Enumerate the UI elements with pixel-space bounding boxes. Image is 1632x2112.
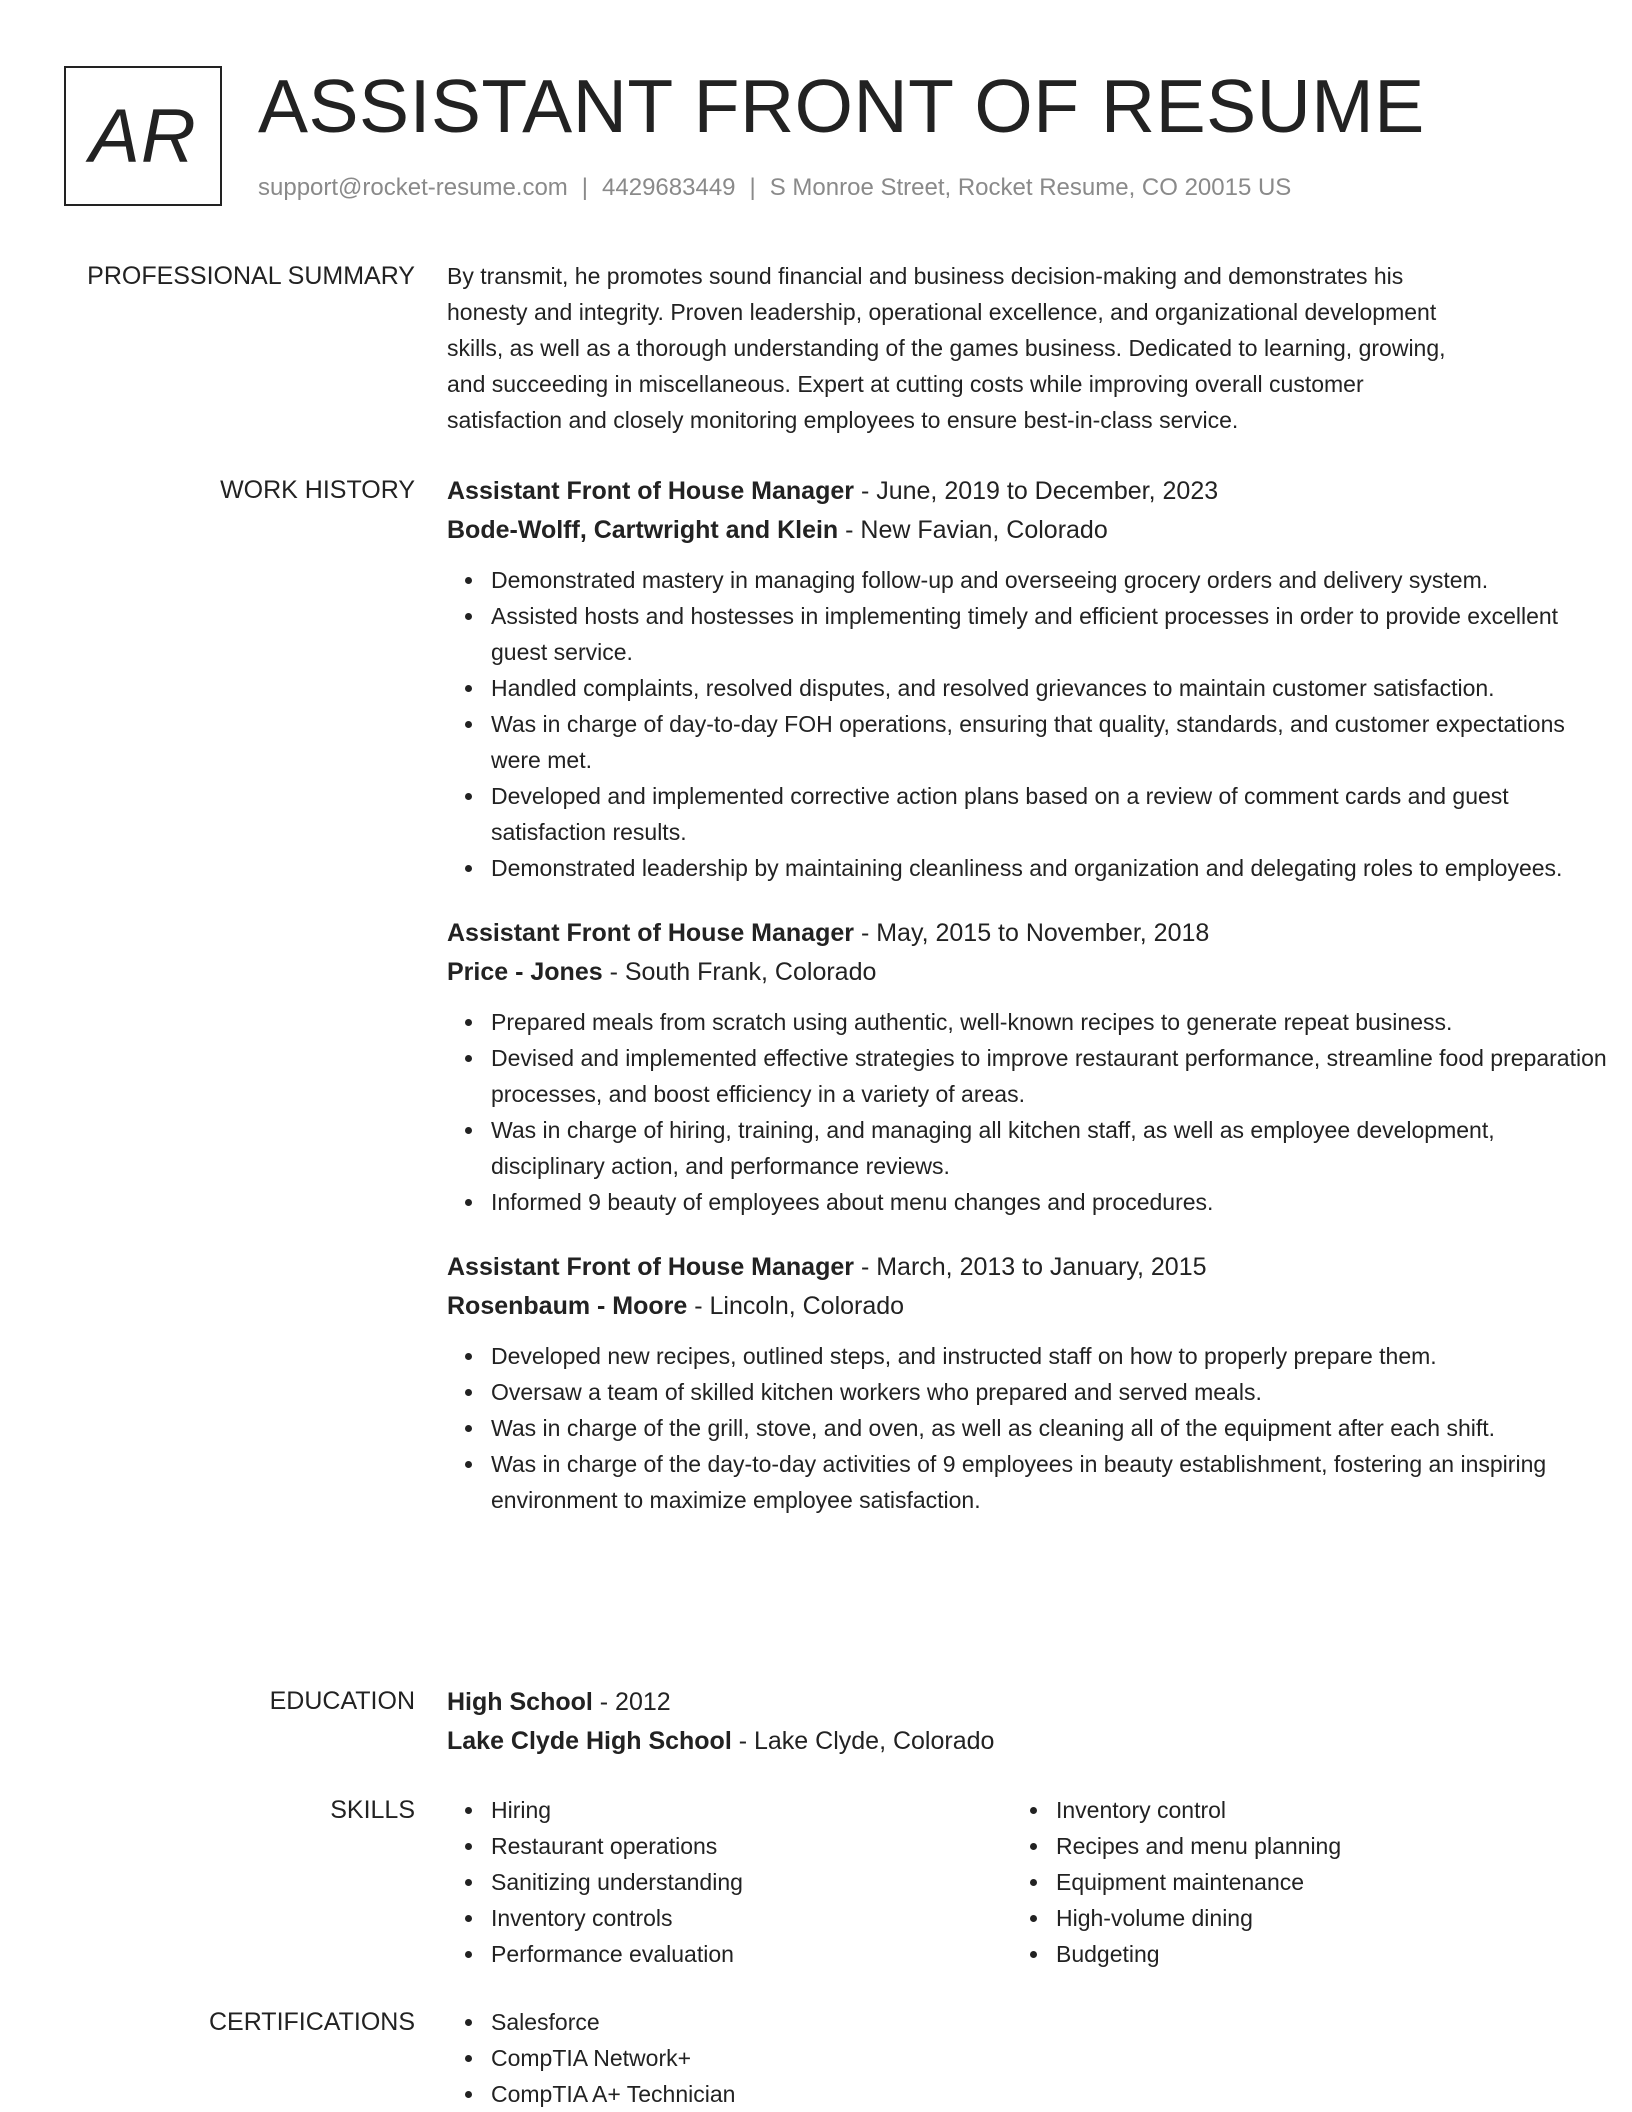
list-item: Salesforce <box>491 2004 1577 2040</box>
education-degree: High School <box>447 1688 593 1716</box>
resume-title: ASSISTANT FRONT OF RESUME <box>258 64 1425 148</box>
list-item: Developed new recipes, outlined steps, and instructed staff on how to properly prepare them. <box>491 1338 1607 1374</box>
list-item: Was in charge of hiring, training, and managing all kitchen staff, as well as employee development, disciplinary action, and performance reviews. <box>491 1112 1607 1184</box>
contact-address: S Monroe Street, Rocket Resume, CO 20015 US <box>769 174 1292 201</box>
job-entry <box>447 472 1607 886</box>
job-title: Assistant Front of House Manager <box>447 919 854 947</box>
list-item: Performance evaluation <box>491 1936 1012 1972</box>
job-company: Price - Jones <box>447 958 603 986</box>
list-item: Hiring <box>491 1792 1012 1828</box>
section-label: PROFESSIONAL SUMMARY <box>87 262 415 290</box>
section-label: EDUCATION <box>269 1687 415 1715</box>
list-item: Budgeting <box>1056 1936 1577 1972</box>
job-bullets <box>447 562 1607 886</box>
job-title-line <box>447 472 1607 511</box>
summary-line: By transmit, he promotes sound financial and business decision-making and demonstrates his <box>447 263 1404 289</box>
list-item: Oversaw a team of skilled kitchen workers who prepared and served meals. <box>491 1374 1607 1410</box>
education-school-line <box>447 1722 1577 1761</box>
list-item: Handled complaints, resolved disputes, and resolved grievances to maintain customer satisfaction. <box>491 670 1607 706</box>
summary-line: satisfaction and closely monitoring employees to ensure best-in-class service. <box>447 407 1239 433</box>
certifications-list <box>447 2004 1577 2112</box>
certifications-body <box>447 2004 1577 2112</box>
contact-email[interactable]: support@rocket-resume.com <box>258 174 568 201</box>
education-year: - 2012 <box>592 1688 671 1716</box>
job-location: - Lincoln, Colorado <box>687 1292 905 1320</box>
list-item: Restaurant operations <box>491 1828 1012 1864</box>
contact-line <box>258 172 1291 203</box>
list-item: Inventory control <box>1056 1792 1577 1828</box>
list-item: CompTIA Network+ <box>491 2040 1577 2076</box>
job-location: - New Favian, Colorado <box>838 516 1108 544</box>
list-item: Devised and implemented effective strategies to improve restaurant performance, streamline food preparation processes, and boost efficiency in a variety of areas. <box>491 1040 1607 1112</box>
education-school: Lake Clyde High School <box>447 1727 732 1755</box>
job-location: - South Frank, Colorado <box>602 958 877 986</box>
skills-grid <box>447 1792 1577 1972</box>
job-dates: - May, 2015 to November, 2018 <box>854 919 1210 947</box>
job-title-line <box>447 1248 1607 1287</box>
section-label: SKILLS <box>330 1796 415 1824</box>
section-label: CERTIFICATIONS <box>208 2008 415 2036</box>
job-title: Assistant Front of House Manager <box>447 477 854 505</box>
list-item: Assisted hosts and hostesses in implementing timely and efficient processes in order to provide excellent guest service. <box>491 598 1607 670</box>
job-company-line <box>447 511 1607 550</box>
list-item: Informed 9 beauty of employees about menu changes and procedures. <box>491 1184 1607 1220</box>
list-item: Developed and implemented corrective action plans based on a review of comment cards and guest satisfaction results. <box>491 778 1607 850</box>
job-company: Rosenbaum - Moore <box>447 1292 688 1320</box>
list-item: Was in charge of the grill, stove, and oven, as well as cleaning all of the equipment after each shift. <box>491 1410 1607 1446</box>
list-item: Inventory controls <box>491 1900 1012 1936</box>
job-title: Assistant Front of House Manager <box>447 1253 854 1281</box>
contact-phone: 4429683449 <box>602 174 736 201</box>
job-bullets <box>447 1338 1607 1518</box>
skills-body <box>447 1792 1577 1972</box>
contact-separator: | <box>749 174 756 201</box>
skills-list-left <box>447 1792 1012 1972</box>
section-label: WORK HISTORY <box>220 476 415 504</box>
education-location: - Lake Clyde, Colorado <box>731 1727 995 1755</box>
skills-list-right <box>1012 1792 1577 1972</box>
job-entry <box>447 1248 1607 1518</box>
summary-line: skills, as well as a thorough understanding of the games business. Dedicated to learning, growing, <box>447 335 1446 361</box>
summary-line: and succeeding in miscellaneous. Expert at cutting costs while improving overall customer <box>447 371 1364 397</box>
summary-text <box>447 258 1577 438</box>
list-item: Sanitizing understanding <box>491 1864 1012 1900</box>
list-item: Recipes and menu planning <box>1056 1828 1577 1864</box>
job-dates: - March, 2013 to January, 2015 <box>854 1253 1207 1281</box>
list-item: Was in charge of day-to-day FOH operations, ensuring that quality, standards, and customer expectations were met. <box>491 706 1607 778</box>
list-item: Was in charge of the day-to-day activities of 9 employees in beauty establishment, fostering an inspiring environment to maximize employee satisfaction. <box>491 1446 1607 1518</box>
work-history-body <box>447 472 1607 1546</box>
job-company-line <box>447 953 1607 992</box>
job-dates: - June, 2019 to December, 2023 <box>854 477 1219 505</box>
job-bullets <box>447 1004 1607 1220</box>
job-company-line <box>447 1287 1607 1326</box>
list-item: High-volume dining <box>1056 1900 1577 1936</box>
list-item: Prepared meals from scratch using authentic, well-known recipes to generate repeat business. <box>491 1004 1607 1040</box>
job-company: Bode-Wolff, Cartwright and Klein <box>447 516 839 544</box>
list-item: Equipment maintenance <box>1056 1864 1577 1900</box>
contact-separator: | <box>581 174 589 201</box>
monogram-box: AR <box>64 66 222 206</box>
education-body <box>447 1683 1577 1761</box>
summary-line: honesty and integrity. Proven leadership, operational excellence, and organizational development <box>447 299 1437 325</box>
list-item: CompTIA A+ Technician <box>491 2076 1577 2112</box>
education-degree-line <box>447 1683 1577 1722</box>
list-item: Demonstrated mastery in managing follow-up and overseeing grocery orders and delivery system. <box>491 562 1607 598</box>
job-entry <box>447 914 1607 1220</box>
job-title-line <box>447 914 1607 953</box>
resume-header <box>64 66 1564 216</box>
list-item: Demonstrated leadership by maintaining cleanliness and organization and delegating roles to employees. <box>491 850 1607 886</box>
